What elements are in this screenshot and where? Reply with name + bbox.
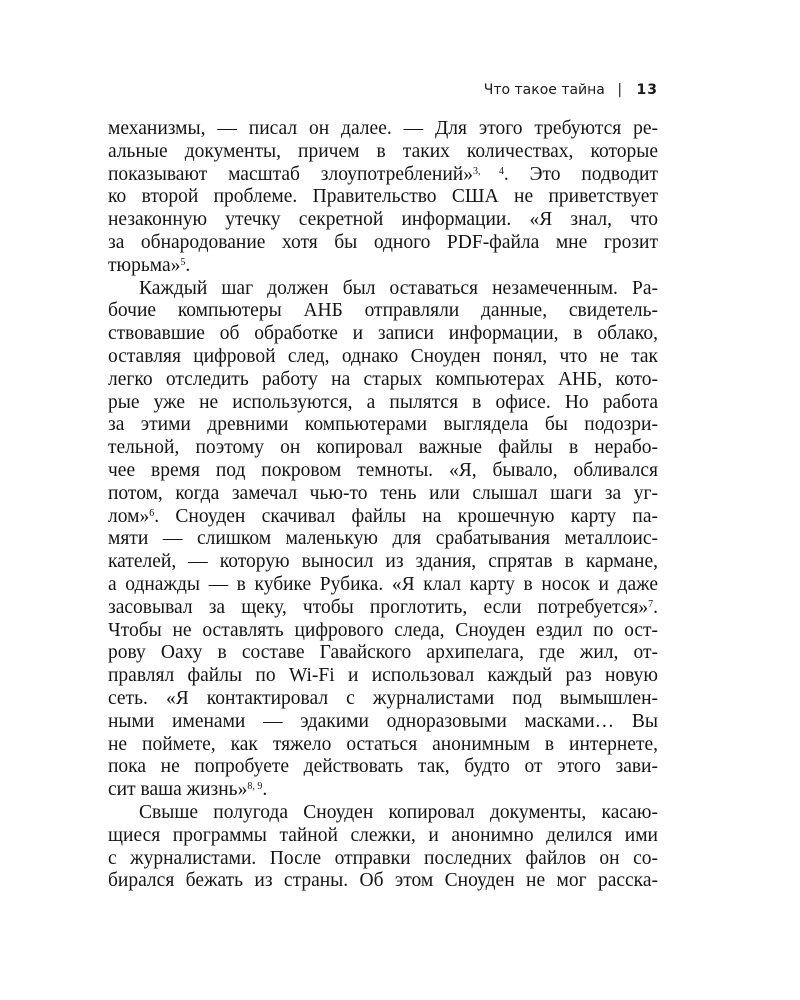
text-line (108, 665, 658, 688)
text-line (108, 528, 658, 551)
line-text: засовывал за щеку, чтобы проглотить, если потребуется» (108, 596, 649, 618)
header-separator: | (617, 82, 623, 98)
text-line (108, 164, 658, 187)
chapter-title: Что такое тайна (483, 82, 605, 98)
text-line (108, 574, 658, 597)
line-text: правлял файлы по Wi-Fi и использовал каждый раз новую (108, 665, 658, 687)
line-text: за обнародование хотя бы одного PDF-файла мне грозит (108, 231, 658, 253)
footnote-ref: 5 (180, 256, 186, 268)
line-text-after-ref: . (262, 779, 268, 801)
text-line (108, 300, 658, 323)
text-line (108, 369, 658, 392)
line-text: рые уже не используются, а пылятся в офисе. Но работа (108, 391, 658, 413)
text-line (108, 688, 658, 711)
text-line (108, 232, 658, 255)
text-line (108, 825, 658, 848)
line-text: Каждый шаг должен был оставаться незамеченным. Ра- (139, 277, 658, 299)
text-line (108, 756, 658, 779)
line-text: рову Оаху в составе Гавайского архипелага, где жил, от- (108, 642, 658, 664)
footnote-ref: 3, 4 (472, 165, 504, 177)
line-text: тельной, поэтому он копировал важные файлы в нерабо- (108, 437, 658, 459)
line-text: за этими древними компьютерами выглядела бы подозри- (108, 414, 658, 436)
line-text: оставляя цифровой след, однако Сноуден понял, что не так (108, 345, 658, 367)
line-text: показывают масштаб злоупотреблений» (108, 163, 473, 185)
text-line (108, 392, 658, 415)
line-text-after-ref: . Это подводит (503, 163, 659, 185)
text-line (108, 141, 658, 164)
line-text: чее время под покровом темноты. «Я, бывало, обливался (108, 459, 658, 481)
text-line (108, 255, 658, 278)
line-text: сеть. «Я контактировал с журналистами под вымышлен- (108, 687, 658, 709)
line-text: с журналистами. После отправки последних файлов он со- (108, 847, 658, 869)
line-text: механизмы, — писал он далее. — Для этого требуются ре- (108, 118, 658, 139)
line-text: кателей, — которую выносил из здания, спрятав в кармане, (108, 551, 658, 573)
text-line (108, 209, 658, 232)
text-line (108, 551, 658, 574)
text-line (108, 414, 658, 437)
line-text: бирался бежать из страны. Об этом Сноуден не мог расска- (108, 870, 658, 892)
line-text: а однажды — в кубике Рубика. «Я клал карту в носок и даже (108, 573, 658, 595)
line-text: ными именами — эдакими одноразовыми масками… Вы (108, 710, 658, 732)
line-text: легко отследить работу на старых компьютерах АНБ, кото- (108, 368, 658, 390)
line-text: ко второй проблеме. Правительство США не приветствует (108, 186, 658, 208)
running-head (484, 80, 658, 100)
line-text: лом» (108, 505, 150, 527)
line-text: мяти — слишком маленькую для срабатывания металлоис- (108, 528, 658, 550)
line-text-after-ref: . Сноуден скачивал файлы на крошечную карту па- (154, 505, 658, 527)
line-text: тюрьма» (108, 254, 181, 276)
text-line (108, 483, 658, 506)
text-line (108, 848, 658, 871)
footnote-ref: 6 (149, 507, 155, 519)
footnote-ref: 7 (648, 598, 654, 610)
line-text-after-ref: . (653, 596, 658, 618)
body-text (108, 118, 658, 893)
line-text: Свыше полугода Сноуден копировал документы, касаю- (139, 801, 658, 823)
text-line (108, 437, 658, 460)
text-line (108, 597, 658, 620)
text-line (108, 734, 658, 757)
text-line (108, 779, 658, 802)
text-line (108, 802, 658, 825)
text-line (108, 870, 658, 893)
text-line (108, 460, 658, 483)
text-line (108, 642, 658, 665)
line-text: незаконную утечку секретной информации. «Я знал, что (108, 209, 658, 231)
line-text: не поймете, как тяжело остаться анонимным в интернете, (108, 733, 658, 755)
text-line (108, 323, 658, 346)
line-text: пока не попробуете действовать так, будто от этого зави- (108, 756, 658, 778)
line-text: ствовавшие об обработке и записи информации, в облако, (108, 323, 658, 345)
page-number: 13 (636, 82, 658, 98)
line-text-after-ref: . (185, 254, 191, 276)
text-line (108, 278, 658, 301)
line-text: сит ваша жизнь» (108, 779, 248, 801)
text-line (108, 620, 658, 643)
text-line (108, 711, 658, 734)
text-line (108, 506, 658, 529)
line-text: щиеся программы тайной слежки, и анонимно делился ими (108, 824, 658, 846)
line-text: бочие компьютеры АНБ отправляли данные, свидетель- (108, 300, 658, 322)
line-text: Чтобы не оставлять цифрового следа, Сноуден ездил по ост- (108, 619, 658, 641)
line-text: потом, когда замечал чью-то тень или слышал шаги за уг- (108, 482, 658, 504)
text-line (108, 118, 658, 141)
line-text: альные документы, причем в таких количествах, которые (108, 140, 658, 162)
footnote-ref: 8, 9 (247, 781, 263, 793)
text-line (108, 346, 658, 369)
text-line (108, 186, 658, 209)
